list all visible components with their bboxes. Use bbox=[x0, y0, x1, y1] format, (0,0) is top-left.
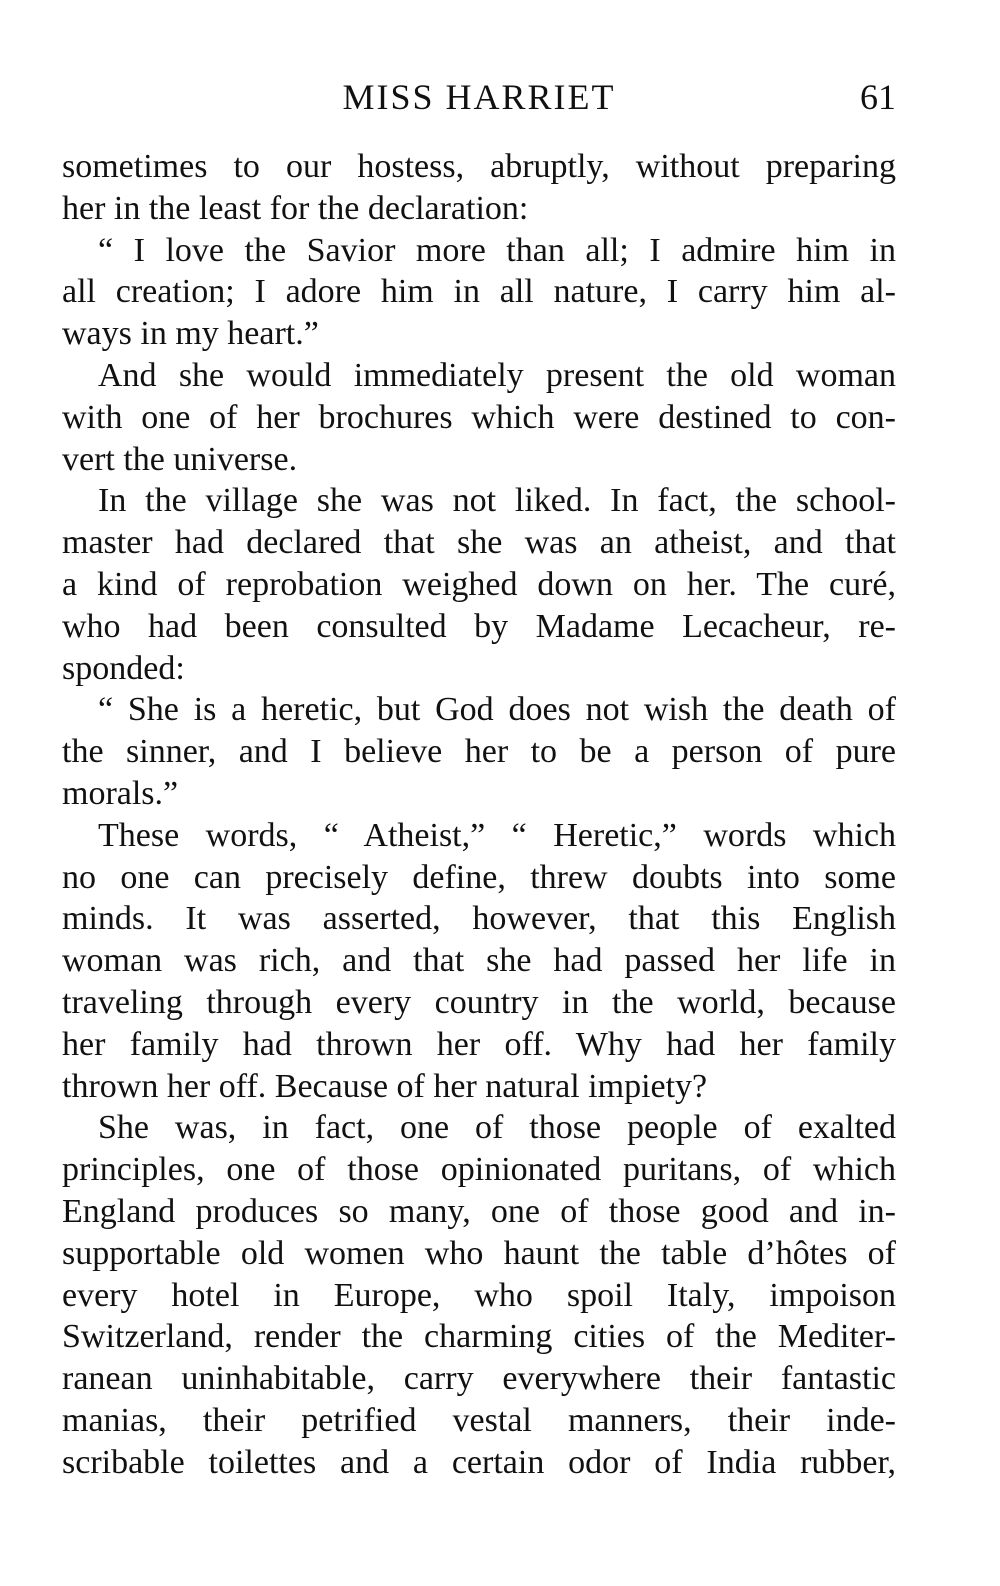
text-line: the sinner, and I believe her to be a person of pure bbox=[62, 733, 896, 771]
text-line: These words, “ Atheist,” “ Heretic,” words which bbox=[98, 816, 896, 854]
text-line: England produces so many, one of those good and in- bbox=[62, 1192, 896, 1230]
text-line: master had declared that she was an atheist, and that bbox=[62, 524, 896, 562]
text-line: sponded: bbox=[62, 649, 185, 687]
text-line: “ She is a heretic, but God does not wish the death of bbox=[98, 691, 896, 729]
text-line: ranean uninhabitable, carry everywhere their fantastic bbox=[62, 1360, 896, 1398]
text-line: vert the universe. bbox=[62, 440, 298, 478]
text-line: And she would immediately present the old woman bbox=[98, 356, 896, 394]
running-head bbox=[62, 72, 896, 122]
text-line: She was, in fact, one of those people of exalted bbox=[98, 1109, 896, 1147]
text-line: scribable toilettes and a certain odor of India rubber, bbox=[62, 1443, 896, 1481]
text-line: all creation; I adore him in all nature, I carry him al- bbox=[62, 273, 896, 311]
text-line: who had been consulted by Madame Lecacheur, re- bbox=[62, 607, 896, 645]
text-line: woman was rich, and that she had passed her life in bbox=[62, 942, 896, 980]
text-line: principles, one of those opinionated puritans, of which bbox=[62, 1151, 896, 1189]
text-line: minds. It was asserted, however, that this English bbox=[62, 900, 896, 938]
text-line: her family had thrown her off. Why had her family bbox=[62, 1025, 896, 1063]
text-line: ways in my heart.” bbox=[62, 315, 319, 353]
text-line: no one can precisely define, threw doubts into some bbox=[62, 858, 896, 896]
page-number: 61 bbox=[860, 77, 896, 117]
text-line: supportable old women who haunt the table d’hôtes of bbox=[62, 1234, 896, 1272]
text-line: traveling through every country in the world, because bbox=[62, 983, 896, 1021]
text-line: “ I love the Savior more than all; I admire him in bbox=[98, 231, 896, 269]
body-text bbox=[62, 146, 896, 1484]
text-line: with one of her brochures which were destined to con- bbox=[62, 398, 896, 436]
text-line: a kind of reprobation weighed down on her. The curé, bbox=[62, 565, 896, 603]
text-line: In the village she was not liked. In fact, the school- bbox=[98, 482, 896, 520]
text-line: sometimes to our hostess, abruptly, without preparing bbox=[62, 148, 896, 185]
text-line: morals.” bbox=[62, 774, 179, 812]
text-line: Switzerland, render the charming cities of the Mediter- bbox=[62, 1318, 896, 1356]
text-line: her in the least for the declaration: bbox=[62, 189, 529, 227]
text-line: thrown her off. Because of her natural impiety? bbox=[62, 1067, 708, 1105]
text-line: manias, their petrified vestal manners, their inde- bbox=[62, 1401, 896, 1439]
running-title: MISS HARRIET bbox=[342, 77, 616, 117]
text-line: every hotel in Europe, who spoil Italy, impoison bbox=[62, 1276, 896, 1314]
